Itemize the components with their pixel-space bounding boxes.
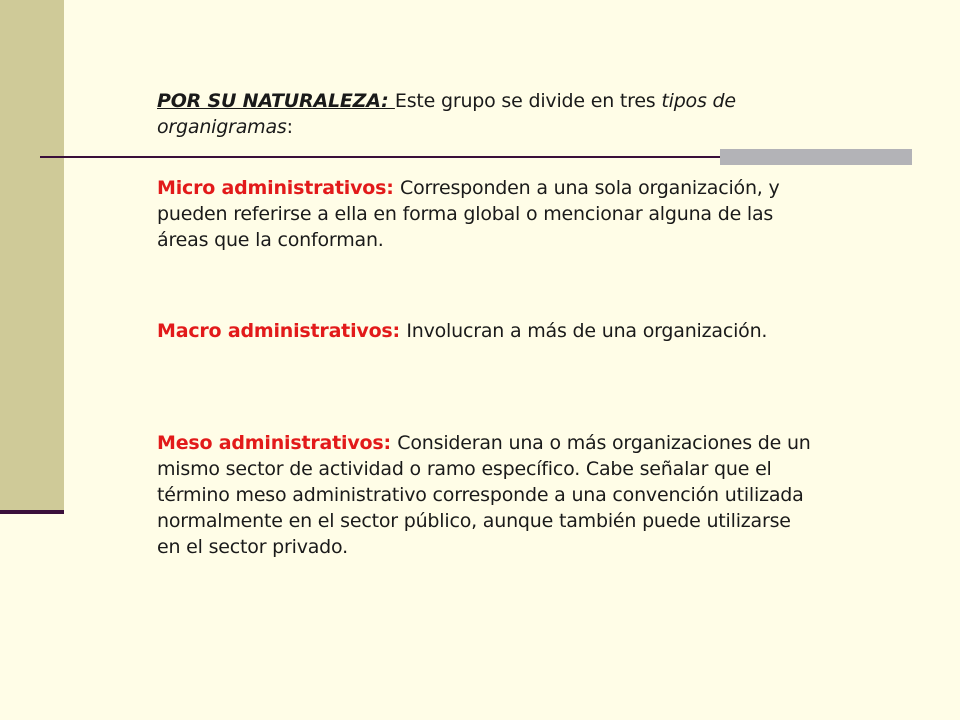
left-decorative-band [0,0,64,512]
heading-italic-text: tipos de organigramas [157,90,736,138]
grey-accent-block [720,149,912,165]
macro-text: Involucran a más de una organización. [406,320,768,342]
micro-text: Corresponden a una sola organización, y pueden referirse a ella en forma global o mencionar alguna de las áreas que la conforman. [157,177,780,251]
macro-paragraph [157,318,817,344]
heading-term: POR SU NATURALEZA: [157,90,395,112]
meso-term: Meso administrativos: [157,432,398,454]
meso-paragraph [157,430,817,560]
meso-text: Consideran una o más organizaciones de un mismo sector de actividad o ramo específico. Cabe señalar que el término meso administrativo corresponde a una convención utilizada normalmente en el sector público, aunque también puede utilizarse en el sector privado. [157,432,811,558]
left-band-rule [0,510,64,514]
heading-paragraph [157,88,817,140]
heading-text-end: : [286,116,293,138]
macro-term: Macro administrativos: [157,320,407,342]
heading-text: Este grupo se divide en tres [394,90,662,112]
micro-paragraph [157,175,817,253]
micro-term: Micro administrativos: [157,177,401,199]
